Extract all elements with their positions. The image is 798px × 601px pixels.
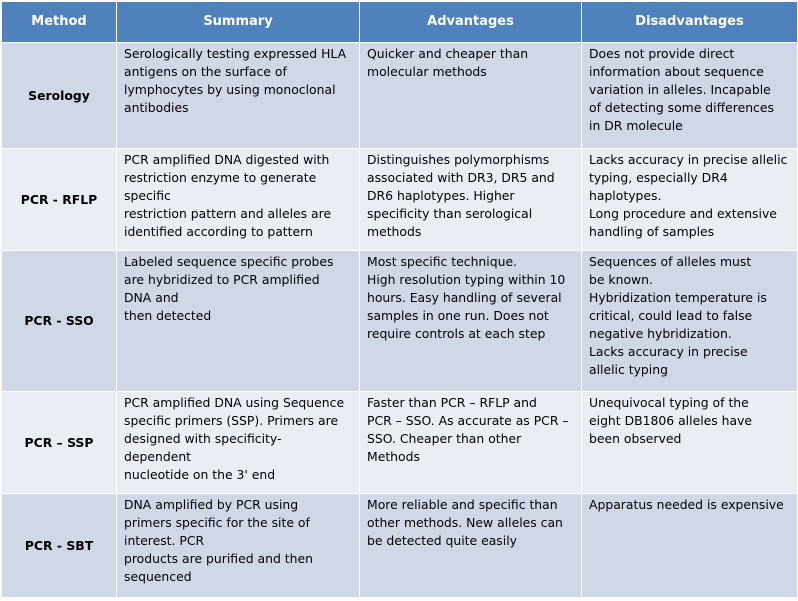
advantages-line: require controls at each step (367, 326, 546, 341)
summary-line: Labeled sequence specific probes (124, 254, 334, 269)
summary-line: PCR amplified DNA digested with (124, 152, 330, 167)
advantages-line: methods (367, 224, 422, 239)
summary-line: identified according to pattern (124, 224, 313, 239)
disadvantages-line: Apparatus needed is expensive (589, 497, 784, 512)
advantages-line: Quicker and cheaper than (367, 46, 529, 61)
summary-line: DNA and (124, 290, 179, 305)
summary-line: PCR amplified DNA using Sequence (124, 395, 345, 410)
disadvantages-line: allelic typing (589, 362, 668, 377)
method-cell: PCR – SSP (2, 392, 117, 494)
summary-line: DNA amplified by PCR using (124, 497, 299, 512)
summary-line: are hybridized to PCR amplified (124, 272, 320, 287)
summary-line: antigens on the surface of (124, 64, 287, 79)
table-body (2, 43, 798, 598)
header-advantages: Advantages (360, 2, 582, 43)
disadvantages-line: haplotypes. (589, 188, 662, 203)
disadvantages-line: negative hybridization. (589, 326, 732, 341)
header-row (2, 2, 798, 43)
summary-line: primers specific for the site of (124, 515, 310, 530)
disadvantages-cell (582, 494, 798, 598)
advantages-line: be detected quite easily (367, 533, 517, 548)
advantages-cell (360, 149, 582, 251)
disadvantages-line: be known. (589, 272, 653, 287)
advantages-line: Methods (367, 449, 420, 464)
advantages-line: DR6 haplotypes. Higher (367, 188, 515, 203)
summary-line: products are purified and then (124, 551, 313, 566)
method-cell: PCR - SSO (2, 251, 117, 392)
advantages-line: Faster than PCR – RFLP and (367, 395, 537, 410)
table-row (2, 251, 798, 392)
disadvantages-line: Sequences of alleles must (589, 254, 752, 269)
disadvantages-line: Lacks accuracy in precise allelic (589, 152, 788, 167)
disadvantages-line: variation in alleles. Incapable (589, 82, 771, 97)
disadvantages-line: Does not provide direct (589, 46, 735, 61)
disadvantages-line: Lacks accuracy in precise (589, 344, 748, 359)
summary-cell (117, 149, 360, 251)
table-row (2, 149, 798, 251)
advantages-line: More reliable and specific than (367, 497, 558, 512)
summary-line: dependent (124, 449, 192, 464)
advantages-cell (360, 251, 582, 392)
disadvantages-cell (582, 392, 798, 494)
disadvantages-line: Hybridization temperature is (589, 290, 767, 305)
disadvantages-line: information about sequence (589, 64, 764, 79)
advantages-line: other methods. New alleles can (367, 515, 563, 530)
disadvantages-line: typing, especially DR4 (589, 170, 728, 185)
summary-line: Serologically testing expressed HLA (124, 46, 347, 61)
method-cell: PCR - RFLP (2, 149, 117, 251)
table-row (2, 43, 798, 149)
disadvantages-line: Unequivocal typing of the (589, 395, 749, 410)
summary-line: lymphocytes by using monoclonal (124, 82, 336, 97)
header-disadvantages: Disadvantages (582, 2, 798, 43)
advantages-line: Most specific technique. (367, 254, 518, 269)
hla-typing-methods-table (1, 1, 798, 598)
summary-cell (117, 43, 360, 149)
summary-line: specific primers (SSP). Primers are (124, 413, 339, 428)
method-cell: PCR - SBT (2, 494, 117, 598)
advantages-line: High resolution typing within 10 (367, 272, 566, 287)
disadvantages-cell (582, 43, 798, 149)
advantages-cell (360, 494, 582, 598)
disadvantages-line: handling of samples (589, 224, 715, 239)
disadvantages-line: Long procedure and extensive (589, 206, 777, 221)
disadvantages-line: in DR molecule (589, 118, 683, 133)
summary-line: antibodies (124, 100, 189, 115)
summary-line: then detected (124, 308, 212, 323)
summary-line: restriction enzyme to generate (124, 170, 317, 185)
advantages-line: molecular methods (367, 64, 487, 79)
advantages-line: hours. Easy handling of several (367, 290, 562, 305)
summary-line: restriction pattern and alleles are (124, 206, 332, 221)
disadvantages-cell (582, 149, 798, 251)
method-cell: Serology (2, 43, 117, 149)
advantages-cell (360, 43, 582, 149)
disadvantages-line: of detecting some differences (589, 100, 774, 115)
advantages-line: specificity than serological (367, 206, 533, 221)
summary-cell (117, 251, 360, 392)
advantages-cell (360, 392, 582, 494)
disadvantages-line: critical, could lead to false (589, 308, 753, 323)
advantages-line: PCR – SSO. As accurate as PCR – (367, 413, 569, 428)
summary-line: sequenced (124, 569, 192, 584)
table-row (2, 392, 798, 494)
summary-line: nucleotide on the 3' end (124, 467, 276, 482)
summary-line: designed with specificity- (124, 431, 282, 446)
summary-cell (117, 494, 360, 598)
summary-line: interest. PCR (124, 533, 205, 548)
header-summary: Summary (117, 2, 360, 43)
table-header (2, 2, 798, 43)
summary-line: specific (124, 188, 171, 203)
advantages-line: associated with DR3, DR5 and (367, 170, 555, 185)
disadvantages-line: eight DB1806 alleles have (589, 413, 753, 428)
header-method: Method (2, 2, 117, 43)
advantages-line: samples in one run. Does not (367, 308, 549, 323)
disadvantages-cell (582, 251, 798, 392)
advantages-line: Distinguishes polymorphisms (367, 152, 550, 167)
advantages-line: SSO. Cheaper than other (367, 431, 522, 446)
table-row (2, 494, 798, 598)
summary-cell (117, 392, 360, 494)
disadvantages-line: been observed (589, 431, 682, 446)
